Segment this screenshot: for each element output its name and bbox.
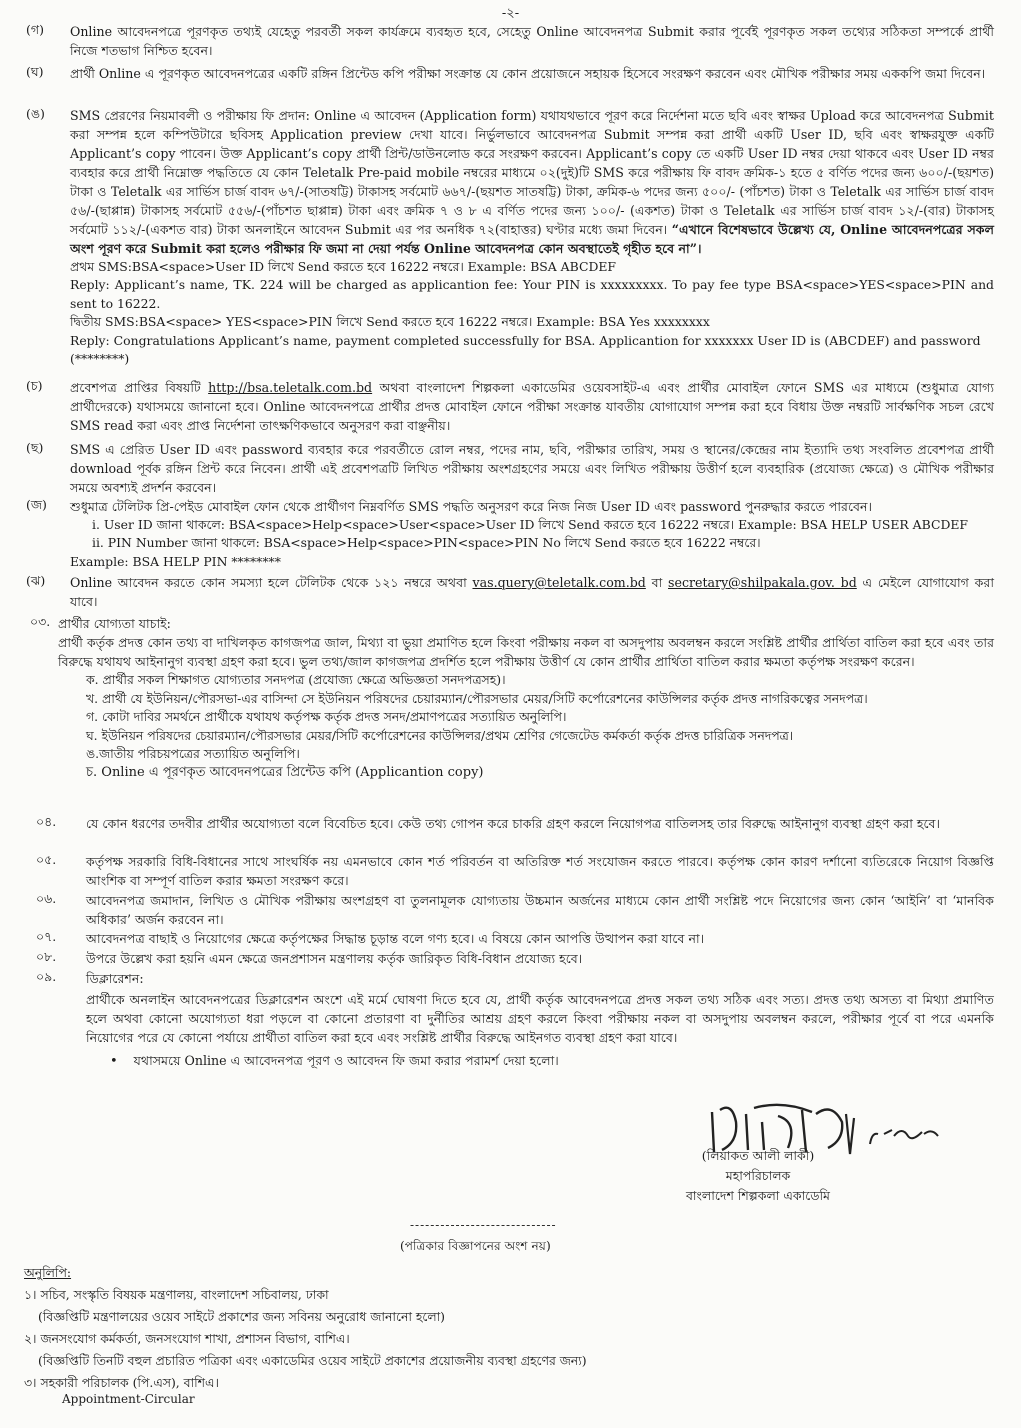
copy-item-1 <box>24 1284 984 1306</box>
section-label: ০৩. <box>30 614 51 629</box>
item-text: যে কোন ধরণের তদবীর প্রার্থীর অযোগ্যতা বলে বিবেচিত হবে। কেউ তথ্য গোপন করে চাকরি গ্রহণ করলে নিয়োগপত্র বাতিলসহ তার বিরুদ্ধে আইনানুগ ব্যবস্থা গ্রহণ করা হবে। <box>86 816 941 831</box>
signatory-org: বাংলাদেশ শিল্পকলা একাডেমি <box>685 1188 831 1203</box>
item-text <box>70 378 994 435</box>
bullet-icon: • <box>110 1054 118 1069</box>
sms-reply-1: Reply: Applicant’s name, TK. 224 will be charged as applicantion fee: Your PIN is xxxxxxxxx. To pay fee type BSA<space>YES<space>PIN and sent to 16222. <box>70 277 994 311</box>
numbered-item-06 <box>26 891 994 929</box>
item-label: ০৭. <box>36 929 57 944</box>
item-text <box>70 106 994 258</box>
signatory-designation: মহাপরিচালক <box>725 1168 791 1183</box>
copy-recipient: জনসংযোগ কর্মকর্তা, জনসংযোগ শাখা, প্রশাসন বিভাগ, বাশিএ। <box>40 1331 350 1346</box>
item-label: (ঙ) <box>26 106 45 121</box>
section-label: ০৯. <box>36 969 57 984</box>
sms-reply-2: Reply: Congratulations Applicant’s name, payment completed successfully for BSA. Applicantion for xxxxxxx User ID is (ABCDEF) and password (********) <box>70 332 981 367</box>
text-segment: অথবা বাংলাদেশ শিল্পকলা একাডেমির ওয়েবসাইট-এ এবং প্রার্থীর মোবাইল ফোনে SMS এর মাধ্যমে (শুধুমাত্র যোগ্য প্রার্থীদেরকে) যথাসময়ে জানানো হবে। Online আবেদনপত্রে প্রার্থীর প্রদত্ত মোবাইল ফোনে পরীক্ষা সংক্রান্ত যাবতীয় যোগাযোগ সম্পন্ন করা হবে বিধায় উক্ত নম্বরটি সার্বক্ষণিক সচল রেখে SMS read করা এবং প্রাপ্ত নির্দেশনা তাৎক্ষণিকভাবে অনুসরণ করা বাঞ্ছনীয়। <box>70 380 994 433</box>
item-ga <box>26 22 994 60</box>
section-text: প্রার্থীকে অনলাইন আবেদনপত্রের ডিক্লারেশন অংশে এই মর্মে ঘোষণা দিতে হবে যে, প্রার্থী কর্তৃক আবেদনপত্রে প্রদত্ত সকল তথ্য সঠিক এবং সত্য। প্রদত্ত তথ্য অসত্য বা মিথ্যা প্রমাণিত হলে অথবা কোনো অযোগ্যতা ধরা পড়লে বা কোনো প্রতারণা বা দুর্নীতির আশ্রয় গ্রহণ করলে কিংবা পরীক্ষায় নকল বা অসদুপায় অবলম্বন করলে, পরীক্ষার পূর্বে বা পরে এমনকি নিয়োগের পরে যে কোনো পর্যায়ে প্রার্থীতা বাতিল করা হবে এবং সংশ্লিষ্ট প্রার্থীর বিরুদ্ধে আইনগত ব্যবস্থা গ্রহণ করা যাবে। <box>86 992 994 1045</box>
copy-number: ১। <box>24 1287 37 1302</box>
signatory <box>658 1146 858 1206</box>
signatory-name: (লিয়াকত আলী লাকী) <box>701 1148 815 1163</box>
item-text: কর্তৃপক্ষ সরকারি বিধি-বিধানের সাথে সাংঘর্ষিক নয় এমনভাবে কোন শর্ত পরিবর্তন বা অতিরিক্ত শর্ত সংযোজন করতে পারবে। কর্তৃপক্ষ কোন কারণ দর্শানো ব্যতিরেকে নিয়োগ বিজ্ঞপ্তি আংশিক বা সম্পূর্ণ বাতিল করার ক্ষমতা সংরক্ষণ করে। <box>86 854 994 888</box>
eligibility-doc-3: গ. কোটা দাবির সমর্থনে প্রার্থীকে যথাযথ কর্তৃপক্ষ কর্তৃক প্রদত্ত সনদ/প্রমাণপত্রের সত্যায়িত অনুলিপি। <box>86 709 567 725</box>
sms-first: প্রথম SMS:BSA<space>User ID লিখে Send করতে হবে 16222 নম্বরে। Example: BSA ABCDEF <box>70 259 617 274</box>
eligibility-doc-4: ঘ. ইউনিয়ন পরিষদের চেয়ারম্যান/পৌরসভার মেয়র/সিটি কর্পোরেশনের কাউন্সিলর/প্রথম শ্রেণির গেজেটেড কর্মকর্তা কর্তৃক প্রদত্ত চারিত্রিক সনদপত্র। <box>86 727 794 743</box>
item-label: (ঘ) <box>26 64 44 79</box>
recover-user-id: i. User ID জানা থাকলে: BSA<space>Help<space>User<space>User ID লিখে Send করতে হবে 16222 নম্বরে। Example: BSA HELP USER ABCDEF <box>92 517 969 532</box>
copy-note-1: (বিজ্ঞপ্তিটি মন্ত্রণালয়ের ওয়েব সাইটে প্রকাশের জন্য সবিনয় অনুরোধ জানানো হলো) <box>38 1309 446 1324</box>
copy-item-3 <box>24 1372 984 1394</box>
copy-recipient: সহকারী পরিচালক (পি.এস), বাশিএ। <box>40 1375 219 1390</box>
item-chha <box>26 440 994 497</box>
item-gha <box>26 64 994 83</box>
section-title: ডিক্লারেশন: <box>86 971 144 986</box>
footer-label: Appointment-Circular <box>62 1392 195 1406</box>
copy-note-2: (বিজ্ঞপ্তিটি তিনটি বহুল প্রচারিত পত্রিকা এবং একাডেমির ওয়েব সাইটে প্রকাশের প্রয়োজনীয় ব্যবস্থা গ্রহণের জন্য) <box>38 1353 587 1368</box>
bullet-text: যথাসময়ে Online এ আবেদনপত্র পূরণ ও আবেদন ফি জমা করার পরামর্শ দেয়া হলো। <box>133 1053 559 1068</box>
item-ja <box>26 497 994 571</box>
copy-number: ৩। <box>24 1375 37 1390</box>
separator-line: ----------------------------- <box>410 1218 557 1232</box>
not-ad-note: (পত্রিকার বিজ্ঞাপনের অংশ নয়) <box>400 1239 551 1253</box>
item-label: (গ) <box>26 22 44 37</box>
email-link-shilpakala[interactable]: secretary@shilpakala.gov. bd <box>668 575 857 590</box>
item-text: প্রার্থী Online এ পূরণকৃত আবেদনপত্রের একটি রঙ্গিন প্রিন্টেড কপি পরীক্ষা সংক্রান্ত যে কোন প্রয়োজনে সহায়ক হিসেবে সংরক্ষণ করবেন এবং মৌখিক পরীক্ষার সময় এককপি জমা দিবেন। <box>70 66 986 81</box>
text-segment: Online আবেদন করতে কোন সমস্যা হলে টেলিটক থেকে ১২১ নম্বরে অথবা <box>70 575 473 590</box>
teletalk-link[interactable]: http://bsa.teletalk.com.bd <box>208 380 373 395</box>
copy-number: ২। <box>24 1331 37 1346</box>
item-cha <box>26 378 994 435</box>
text-segment: বা <box>645 575 669 590</box>
item-text: আবেদনপত্র বাছাই ও নিয়োগের ক্ষেত্রে কর্তৃপক্ষের সিদ্ধান্ত চূড়ান্ত বলে গণ্য হবে। এ বিষয়ে কোন আপত্তি উত্থাপন করা যাবে না। <box>86 931 705 946</box>
item-label: (চ) <box>26 378 43 393</box>
numbered-item-04 <box>26 814 994 833</box>
item-label: ০৫. <box>36 852 57 867</box>
signature-block <box>640 1092 940 1202</box>
copies-section <box>24 1262 984 1394</box>
item-label: ০৮. <box>36 949 57 964</box>
sms-rules-text: SMS প্রেরণের নিয়মাবলী ও পরীক্ষায় ফি প্রদান: Online এ আবেদন (Application form) যথাযথভাবে পূরণ করে নির্দেশনা মতে ছবি এবং স্বাক্ষর Upload করে আবেদনপত্র Submit করা সম্পন্ন হলে কম্পিউটারে ছবিসহ Application preview দেখা যাবে। নির্ভুলভাবে আবেদনপত্র Submit সম্পন্ন করা প্রার্থী একটি User ID, ছবি এবং স্বাক্ষরযুক্ত একটি Applicant’s copy পাবেন। উক্ত Applicant’s copy প্রার্থী প্রিন্ট/ডাউনলোড করে সংরক্ষণ করবেন। Applicant’s copy তে একটি User ID নম্বর দেয়া থাকবে এবং User ID নম্বর ব্যবহার করে প্রার্থী নিম্নোক্ত পদ্ধতিতে যে কোন Teletalk Pre-paid mobile নম্বরের মাধ্যমে ০২(দুই)টি SMS করে পরীক্ষায় ফি বাবদ ক্রমিক-১ হতে ৫ বর্ণিত পদের জন্য ৬০০/-(ছয়শত) টাকা ও Teletalk এর সার্ভিস চার্জ বাবদ ৬৭/-(সাতষট্টি) টাকাসহ সর্বমোট ৬৬৭/-(ছয়শত সাতষট্টি) টাকা, ক্রমিক-৬ পদের জন্য ৫০০/- (পাঁচশত) টাকা ও Teletalk এর সার্ভিস চার্জ বাবদ ৫৬/-(ছাপ্পান্ন) টাকাসহ সর্বমোট ৫৫৬/-(পাঁচশত ছাপ্পান্ন) টাকা এবং ক্রমিক ৭ ও ৮ এ বর্ণিত পদের জন্য ১০০/- (একশত) টাকা ও Teletalk এর সার্ভিস চার্জ বাবদ ১২/-(বার) টাকাসহ সর্বমোট ১১২/-(একশত বার) টাকা অনলাইনে আবেদন Submit এর পর অনধিক ৭২(বাহাত্তর) ঘণ্টার মধ্যে জমা দিবেন। <box>70 108 994 237</box>
item-label: (ঝ) <box>26 573 46 588</box>
numbered-item-08 <box>26 949 994 968</box>
recover-example: Example: BSA HELP PIN ******** <box>70 553 281 569</box>
item-text: SMS এ প্রেরিত User ID এবং password ব্যবহার করে পরবর্তীতে রোল নম্বর, পদের নাম, ছবি, পরীক্ষার তারিখ, সময় ও স্থানের/কেন্দ্রের নাম ইত্যাদি তথ্য সংবলিত প্রবেশপত্র প্রার্থী download পূর্বক রঙ্গিন প্রিন্ট করে নিবেন। প্রার্থী এই প্রবেশপত্রটি লিখিত পরীক্ষায় অংশগ্রহণের সময়ে এবং লিখিত পরীক্ষায় উত্তীর্ণ হলে ব্যবহারিক (প্রযোজ্য ক্ষেত্রে) ও মৌখিক পরীক্ষার সময়ে অবশ্যই প্রদর্শন করবেন। <box>70 442 994 495</box>
text-segment: এ মেইলে যোগাযোগ করা যাবে। <box>70 575 995 609</box>
item-label: (জ) <box>26 497 47 512</box>
item-text: আবেদনপত্র জমাদান, লিখিত ও মৌখিক পরীক্ষায় অংশগ্রহণ বা তুলনামূলক যোগ্যতায় উচ্চমান অর্জনের মাধ্যমে কোন প্রার্থী সংশ্লিষ্ট পদে নিয়োগের জন্য কোন ‘আইনি’ বা ‘মানবিক অধিকার’ অর্জন করবেন না। <box>86 893 994 927</box>
section-eligibility <box>26 614 994 783</box>
email-link-teletalk[interactable]: vas.query@teletalk.com.bd <box>472 575 646 590</box>
item-text: শুধুমাত্র টেলিটক প্রি-পেইড মোবাইল ফোন থেকে প্রার্থীগণ নিম্নবর্ণিত SMS পদ্ধতি অনুসরণ করে নিজ নিজ User ID এবং password পুনরুদ্ধার করতে পারবেন। <box>70 499 873 514</box>
item-label: ০৪. <box>36 814 57 829</box>
sms-second: দ্বিতীয় SMS:BSA<space> YES<space>PIN লিখে Send করতে হবে 16222 নম্বরে। Example: BSA Yes xxxxxxxx <box>70 314 710 330</box>
copy-recipient: সচিব, সংস্কৃতি বিষয়ক মন্ত্রণালয়, বাংলাদেশ সচিবালয়, ঢাকা <box>40 1287 329 1302</box>
item-text: উপরে উল্লেখ করা হয়নি এমন ক্ষেত্রে জনপ্রশাসন মন্ত্রণালয় কর্তৃক জারিকৃত বিধি-বিধান প্রযোজ্য হবে। <box>86 951 583 966</box>
section-title: প্রার্থীর যোগ্যতা যাচাই: <box>58 616 171 631</box>
item-label: ০৬. <box>36 891 57 906</box>
item-text: Online আবেদনপত্রে পূরণকৃত তথ্যই যেহেতু পরবর্তী সকল কার্যক্রমে ব্যবহৃত হবে, সেহেতু Online আবেদনপত্র Submit করার পূর্বেই পূরণকৃত সকল তথ্যের সঠিকতা সম্পর্কে প্রার্থী নিজে শতভাগ নিশ্চিত হবেন। <box>70 24 994 58</box>
eligibility-doc-2: খ. প্রার্থী যে ইউনিয়ন/পৌরসভা-এর বাসিন্দা সে ইউনিয়ন পরিষদের চেয়ারম্যান/পৌরসভার মেয়র/সিটি কর্পোরেশনের কাউন্সিলর কর্তৃক প্রদত্ত নাগরিকত্বের সনদপত্র। <box>86 690 868 706</box>
page-number: -২- <box>501 6 520 21</box>
item-text <box>70 573 994 611</box>
text-segment: প্রবেশপত্র প্রাপ্তির বিষয়টি <box>70 380 209 395</box>
item-umo <box>26 106 994 368</box>
eligibility-doc-6: চ. Online এ পূরণকৃত আবেদনপত্রের প্রিন্টেড কপি (Applicantion copy) <box>86 764 484 780</box>
recover-pin: ii. PIN Number জানা থাকলে: BSA<space>Help<space>PIN<space>PIN No লিখে Send করতে হবে 16222 নম্বরে। <box>92 535 761 551</box>
item-label: (ছ) <box>26 440 44 455</box>
section-text: প্রার্থী কর্তৃক প্রদত্ত কোন তথ্য বা দাখিলকৃত কাগজপত্র জাল, মিথ্যা বা ভুয়া প্রমাণিত হলে কিংবা পরীক্ষায় নকল বা অসদুপায় অবলম্বন করলে সংশ্লিষ্ট প্রার্থীর প্রার্থিতা বাতিল করা হবে এবং তার বিরুদ্ধে যথাযথ আইনানুগ ব্যবস্থা গ্রহণ করা হবে। ভুল তথ্য/জাল কাগজপত্র প্রদর্শিত হলে পরীক্ষায় উত্তীর্ণ যে কোন প্রার্থীর প্রার্থিতা বাতিল করার ক্ষমতা কর্তৃপক্ষ সংরক্ষণ করেন। <box>58 635 994 669</box>
section-declaration <box>26 969 994 1071</box>
copy-item-2 <box>24 1328 984 1350</box>
copies-heading: অনুলিপি: <box>24 1265 72 1280</box>
numbered-item-05 <box>26 852 994 890</box>
item-jha <box>26 573 994 611</box>
numbered-item-07 <box>26 929 994 948</box>
eligibility-doc-1: ক. প্রার্থীর সকল শিক্ষাগত যোগ্যতার সনদপত্র (প্রযোজ্য ক্ষেত্রে অভিজ্ঞতা সনদপত্রসহ)। <box>86 672 506 687</box>
emphasis-note: “এখানে বিশেষভাবে উল্লেখ্য যে, Online আবেদনপত্রের সকল অংশ পূরণ করে Submit করা হলেও পরীক্ষার ফি জমা না দেয়া পর্যন্ত Online আবেদনপত্র কোন অবস্থাতেই গৃহীত হবে না”। <box>70 222 994 256</box>
eligibility-doc-5: ঙ.জাতীয় পরিচয়পত্রের সত্যায়িত অনুলিপি। <box>86 746 300 762</box>
advice-bullet <box>110 1051 994 1071</box>
